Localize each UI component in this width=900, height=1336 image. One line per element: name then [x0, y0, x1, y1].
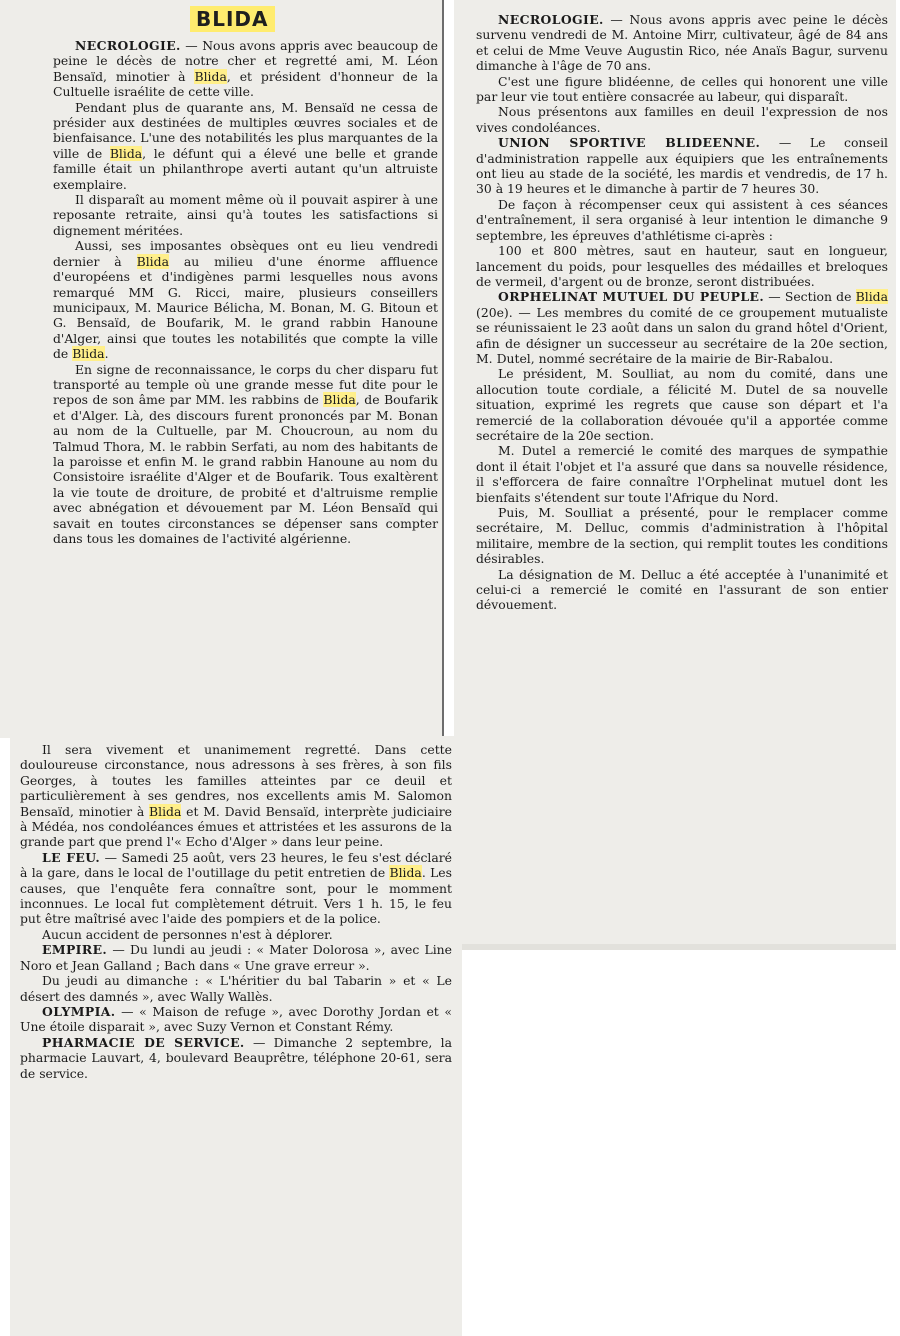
paragraph-text: Aussi, ses imposantes obsèques ont eu lieu vendredi dernier à [53, 238, 438, 269]
paragraph [476, 567, 888, 613]
paragraph-text: — Dimanche 2 septembre, la pharmacie Lauvart, 4, boulevard Beauprêtre, téléphone 20-61, sera de service. [20, 1034, 452, 1081]
section-heading: OLYMPIA. [42, 1003, 116, 1019]
section-heading: LE FEU. [42, 849, 101, 865]
paragraph-text: C'est une figure blidéenne, de celles qui honorent une ville par leur vie tout entière consacrée au labeur, qui disparaît. [476, 73, 888, 105]
paragraph-text: Puis, M. Soulliat a présenté, pour le remplacer comme secrétaire, M. Delluc, commis d'administration à l'hôpital militaire, membre de la section, qui remplit toutes les conditions désirables. [476, 505, 888, 567]
paragraph-text: Il disparaît au moment même où il pouvait aspirer à une reposante retraite, ainsi qu'à toutes les satisfactions si dignement méritées. [53, 192, 438, 238]
paragraph-text: — Nous avons appris avec peine le décès survenu vendredi de M. Antoine Mirr, cultivateur, âgé de 84 ans et celui de Mme Veuve Augustin Rico, née Anaïs Bagur, survenu dimanche à l'âge de 70 ans. [476, 12, 888, 74]
masthead-blida: BLIDA [190, 6, 275, 32]
paragraph-text: , le défunt qui a élevé une belle et grande famille était un philanthrope averti autant qu'un altruiste exemplaire. [53, 145, 438, 192]
paragraph [53, 38, 438, 100]
paragraph [476, 366, 888, 443]
paragraph [20, 942, 452, 973]
paragraph-text: , de Boufarik et d'Alger. Là, des discours furent prononcés par M. Bonan au nom de la Cultuelle, par M. Choucroun, au nom du Talmud Thora, M. le rabbin Serfati, au nom des habitants de la paroisse et enfin M. le grand rabbin Hanoune au nom du Consistoire israélite d'Alger et de Boufarik. Tous exaltèrent la vie toute de droiture, de probité et d'altruisme remplie avec abnégation et dévouement par M. Léon Bensaïd qui savait en toutes circonstances se dépenser sans compter dans tous les domaines de l'activité algérienne. [53, 392, 438, 546]
section-heading: EMPIRE. [42, 942, 108, 958]
section-heading: ORPHELINAT MUTUEL DU PEUPLE. [498, 289, 765, 305]
paragraph-text: 100 et 800 mètres, saut en hauteur, saut en longueur, lancement du poids, pour lesquelles des médailles et breloques de vermeil, d'argent ou de bronze, seront distribuées. [476, 243, 888, 289]
paragraph-text: . [104, 346, 109, 362]
paragraph-text: M. Dutel a remercié le comité des marques de sympathie dont il était l'objet et l'a assuré que dans sa nouvelle résidence, il s'efforcera de faire connaître l'Orphelinat mutuel dont les bienfaits s'étendent sur toute l'Afrique du Nord. [476, 443, 888, 505]
clipping-left-top [0, 0, 444, 738]
highlighted-town-name: Blida [323, 392, 356, 408]
paragraph-text: . Les causes, que l'enquête fera connaître sont, pour le momment inconnues. Le local fut complètement détruit. Vers 1 h. 15, le feu put être maîtrisé avec l'aide des pompiers et de la police. [20, 865, 453, 927]
paragraph-text: Du jeudi au dimanche : « L'héritier du bal Tabarin » et « Le désert des damnés », avec Wally Wallès. [20, 973, 452, 1004]
column-text [53, 38, 438, 546]
paragraph-text: Le président, M. Soulliat, au nom du comité, dans une allocution toute cordiale, a félicité M. Dutel de sa nouvelle situation, exprimé les regrets que cause son départ et l'a remercié de la collaboration dévouée qu'il a apportée comme secrétaire de la 20e section. [476, 366, 888, 443]
paragraph [476, 443, 888, 505]
highlighted-town-name: Blida [149, 803, 182, 819]
paragraph [476, 197, 888, 243]
paragraph [476, 74, 888, 105]
paragraph-text: La désignation de M. Delluc a été acceptée à l'unanimité et celui-ci a remercié le comité en l'assurant de son entier dévouement. [476, 566, 888, 613]
paragraph-text: — Nous avons appris avec beaucoup de peine le décès de notre cher et regretté ami, M. Léon Bensaïd, minotier à [53, 38, 438, 84]
paragraph-text: — Samedi 25 août, vers 23 heures, le feu s'est déclaré à la gare, dans le local de l'outillage du petit entretien de [20, 849, 452, 881]
paragraph [53, 362, 438, 547]
paragraph [53, 100, 438, 192]
section-heading: NECROLOGIE. [498, 12, 604, 27]
paragraph-text: — Du lundi au jeudi : « Mater Dolorosa », avec Line Noro et Jean Galland ; Bach dans « Une grave erreur ». [20, 942, 452, 973]
section-heading: UNION SPORTIVE BLIDEENNE. [498, 135, 761, 151]
paragraph-text: — « Maison de refuge », avec Dorothy Jordan et « Une étoile disparait », avec Suzy Vernon et Constant Rémy. [20, 1003, 452, 1035]
paragraph [476, 12, 888, 74]
highlighted-town-name: Blida [72, 346, 105, 362]
clipping-right [454, 0, 896, 950]
paragraph-text: et M. David Bensaïd, interprète judiciaire à Médéa, nos condoléances émues et attristées et les assurons de la grande part que prend l'« Echo d'Alger » dans leur peine. [20, 803, 452, 850]
paragraph [53, 238, 438, 361]
paragraph-text: Nous présentons aux familles en deuil l'expression de nos vives condoléances. [476, 104, 888, 135]
paragraph [20, 1004, 452, 1035]
highlighted-town-name: Blida [109, 145, 143, 161]
paragraph-text: Aucun accident de personnes n'est à déplorer. [42, 926, 333, 942]
paragraph-text: Pendant plus de quarante ans, M. Bensaïd ne cessa de présider aux destinées de multiples œuvres sociales et de bienfaisance. L'une des notabilités les plus marquantes de la ville de [53, 99, 438, 161]
paragraph [53, 192, 438, 238]
paragraph-text: En signe de reconnaissance, le corps du cher disparu fut transporté au temple où une grande messe fut dite pour le repos de son âme par MM. les rabbins de [53, 361, 438, 408]
paragraph-text: De façon à récompenser ceux qui assistent à ces séances d'entraînement, il sera organisé à leur intention le dimanche 9 septembre, les épreuves d'athlétisme ci-après : [476, 196, 888, 243]
paragraph-text: — Section de [764, 289, 856, 305]
paragraph [20, 1035, 452, 1081]
highlighted-town-name: Blida [389, 865, 422, 881]
paragraph [476, 289, 888, 366]
paragraph [476, 505, 888, 567]
paragraph [20, 850, 452, 927]
highlighted-town-name: Blida [136, 253, 169, 269]
clipping-left-bottom [10, 736, 462, 1336]
paragraph-text: Il sera vivement et unanimement regretté. Dans cette douloureuse circonstance, nous adressons à ses frères, à son fils Georges, à toutes les familles atteintes par ce deuil et particulièrement à ses gendres, nos excellents amis M. Salomon Bensaïd, minotier à [20, 742, 452, 819]
paragraph-text: (20e). — Les membres du comité de ce groupement mutualiste se réunissaient le 23 août dans un salon du grand hôtel d'Orient, afin de désigner un successeur au secrétaire de la 20e section, M. Dutel, nommé secrétaire de la mairie de Bir-Rabalou. [476, 304, 888, 366]
highlighted-town-name: Blida [194, 68, 227, 84]
paragraph-text: , et président d'honneur de la Cultuelle israélite de cette ville. [53, 68, 438, 100]
paragraph [20, 973, 452, 1004]
paragraph-text: — Le conseil d'administration rappelle aux équipiers que les entraînements ont lieu au stade de la société, les mardis et vendredis, de 17 h. 30 à 19 heures et le dimanche à partir de 7 heures 30. [476, 135, 889, 197]
highlighted-town-name: Blida [855, 289, 888, 305]
section-heading: NECROLOGIE. [75, 38, 181, 53]
paragraph [476, 135, 888, 197]
paragraph [20, 927, 452, 942]
torn-edge [454, 944, 896, 950]
section-heading: PHARMACIE DE SERVICE. [42, 1034, 245, 1050]
paragraph [20, 742, 452, 850]
paragraph-text: au milieu d'une énorme affluence d'européens et d'indigènes parmi lesquelles nous avons remarqué MM G. Ricci, maire, plusieurs conseillers municipaux, M. Maurice Bélicha, M. Bonan, M. G. Bitoun et G. Bensaïd, de Boufarik, M. le grand rabbin Hanoune d'Alger, ainsi que toutes les notabilités que compte la ville de [53, 253, 438, 362]
column-text [20, 742, 452, 1081]
paragraph [476, 104, 888, 135]
paragraph [476, 243, 888, 289]
column-text [476, 12, 888, 613]
